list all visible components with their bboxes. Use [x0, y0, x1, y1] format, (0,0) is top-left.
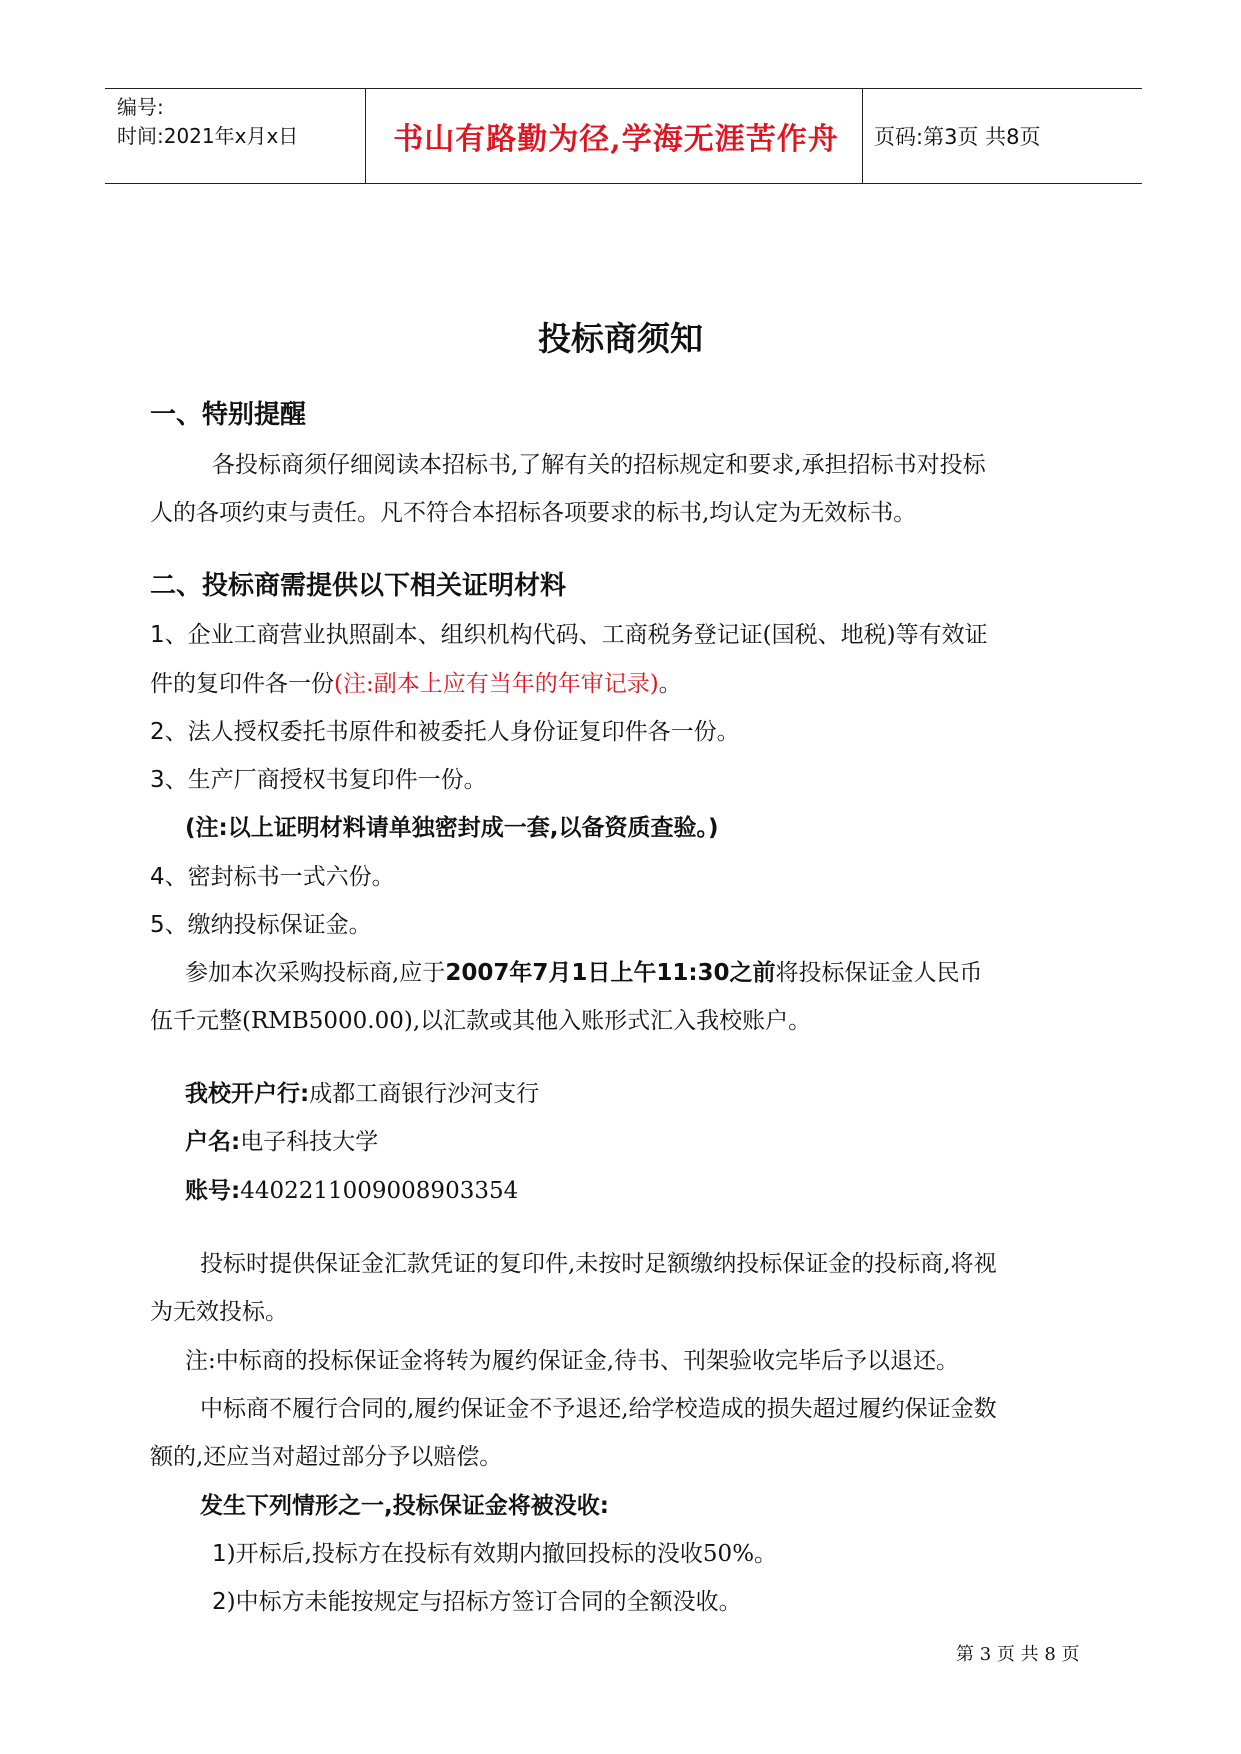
bold-note: (注:以上证明材料请单独密封成一套,以备资质查验。) — [185, 815, 719, 841]
list-text: 、法人授权委托书原件和被委托人身份证复印件各一份。 — [164, 719, 740, 745]
list-number: 4 — [150, 864, 165, 890]
bank-row — [185, 1075, 539, 1108]
account-number-label: 账号: — [185, 1178, 241, 1204]
paragraph-line: 人的各项约束与责任。凡不符合本招标各项要求的标书,均认定为无效标书。 — [150, 500, 917, 526]
paragraph-line: 伍千元整(RMB5000.00),以汇款或其他入账形式汇入我校账户。 — [150, 1008, 812, 1034]
section-heading: 一、特别提醒 — [150, 400, 307, 430]
bank-value: 成都工商银行沙河支行 — [309, 1081, 540, 1107]
forfeit-heading: 发生下列情形之一,投标保证金将被没收: — [200, 1493, 609, 1519]
list-number: 3 — [150, 767, 165, 793]
account-number-value: 4402211009008903354 — [240, 1178, 519, 1204]
paragraph-line: 注:中标商的投标保证金将转为履约保证金,待书、刊架验收完毕后予以退还。 — [185, 1348, 960, 1374]
list-number: 2 — [150, 719, 165, 745]
list-text: 件的复印件各一份 — [150, 671, 334, 697]
page-header — [105, 88, 1142, 184]
header-divider — [365, 89, 366, 183]
account-number-row — [185, 1172, 518, 1205]
deposit-text: 将投标保证金人民币 — [775, 960, 983, 986]
list-item-continuation — [150, 665, 682, 698]
paragraph-line: 为无效投标。 — [150, 1299, 288, 1325]
paragraph-line: 各投标商须仔细阅读本招标书,了解有关的招标规定和要求,承担招标书对投标 — [212, 452, 986, 478]
list-item — [150, 761, 487, 794]
paragraph-line — [185, 954, 983, 987]
list-text: )中标方未能按规定与招标方签订合同的全额没收。 — [226, 1589, 742, 1615]
page-footer: 第 3 页 共 8 页 — [956, 1644, 1080, 1665]
list-text: 、企业工商营业执照副本、组织机构代码、工商税务登记证(国税、地税)等有效证 — [164, 622, 988, 648]
paragraph-line: 中标商不履行合同的,履约保证金不予退还,给学校造成的损失超过履约保证金数 — [200, 1396, 997, 1422]
account-name-row — [185, 1123, 378, 1156]
paragraph-line: 额的,还应当对超过部分予以赔偿。 — [150, 1444, 503, 1470]
list-item — [150, 906, 372, 939]
list-item — [150, 713, 740, 746]
list-number: 1 — [150, 622, 165, 648]
list-number: 2 — [212, 1589, 227, 1615]
list-number: 1 — [212, 1541, 227, 1567]
list-item — [212, 1535, 777, 1568]
paragraph-line: 投标时提供保证金汇款凭证的复印件,未按时足额缴纳投标保证金的投标商,将视 — [200, 1251, 997, 1277]
account-name-value: 电子科技大学 — [240, 1129, 379, 1155]
list-text: 、生产厂商授权书复印件一份。 — [164, 767, 487, 793]
header-number: 编号: — [117, 95, 164, 119]
header-meta — [117, 93, 298, 151]
list-text: 、密封标书一式六份。 — [164, 864, 395, 890]
document-title: 投标商须知 — [538, 319, 703, 358]
bank-label: 我校开户行: — [185, 1081, 310, 1107]
list-item — [212, 1583, 742, 1616]
list-item — [150, 858, 395, 891]
account-name-label: 户名: — [185, 1129, 241, 1155]
header-page-number: 页码:第3页 共8页 — [874, 125, 1041, 149]
header-date: 时间:2021年x月x日 — [117, 124, 299, 148]
deposit-text: 参加本次采购投标商,应于 — [185, 960, 446, 986]
list-text: 、缴纳投标保证金。 — [164, 912, 372, 938]
list-item — [150, 616, 988, 649]
section-heading: 二、投标商需提供以下相关证明材料 — [150, 571, 567, 601]
header-motto: 书山有路勤为径,学海无涯苦作舟 — [393, 122, 839, 157]
deposit-deadline: 2007年7月1日上午11:30之前 — [445, 960, 776, 986]
red-note: (注:副本上应有当年的年审记录) — [334, 671, 659, 697]
list-text: )开标后,投标方在投标有效期内撤回投标的没收50%。 — [226, 1541, 778, 1567]
header-divider — [862, 89, 863, 183]
list-number: 5 — [150, 912, 165, 938]
list-text: 。 — [658, 671, 682, 697]
